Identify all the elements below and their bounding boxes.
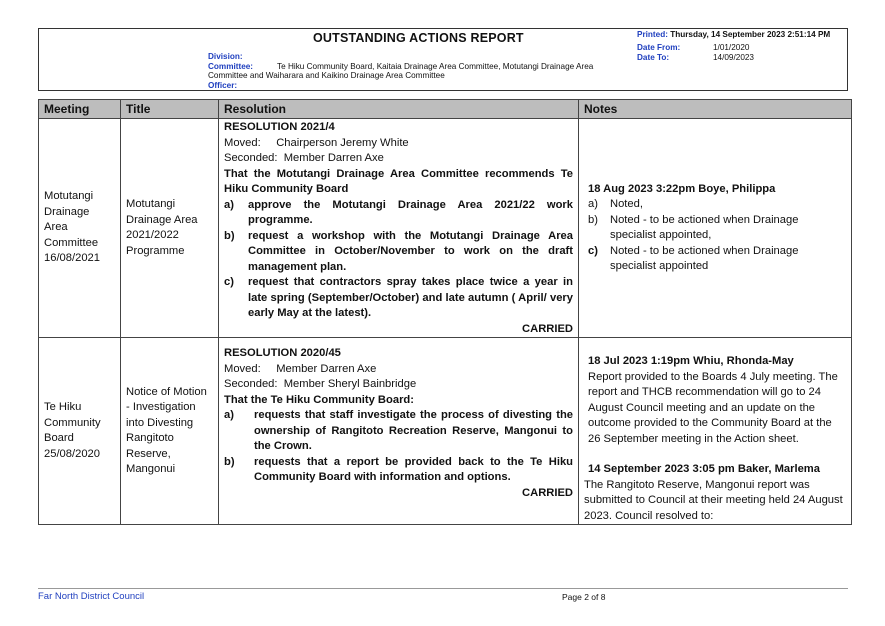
col-header-resolution: Resolution xyxy=(219,100,579,119)
seconded-line: Seconded: Member Sheryl Bainbridge xyxy=(224,378,417,390)
report-title: OUTSTANDING ACTIONS REPORT xyxy=(313,31,524,45)
resolution-item: b) request a workshop with the Motutangi Drainage Area Committee in October/November to work on the draft management plan. xyxy=(224,229,573,273)
resolution-item: b) requests that a report be provided back to the Te Hiku Community Board with information and options. xyxy=(224,455,573,483)
table-row xyxy=(39,119,852,338)
notes-cell xyxy=(579,338,852,525)
division-label: Division: xyxy=(208,52,243,61)
committee-value-cont: Committee and Waiharara and Kaikino Drainage Area Committee xyxy=(208,71,445,81)
date-from-value: 1/01/2020 xyxy=(713,43,750,53)
table-header-row xyxy=(39,100,852,119)
date-to-value: 14/09/2023 xyxy=(713,52,754,62)
report-header xyxy=(38,28,848,91)
note-text: Report provided to the Boards 4 July meeting. The report and THCB recommendation will go to 24 August Council meeting and an update on the outcome provided to the Community Board at the 26 September meeting in the Action sheet. xyxy=(588,370,838,445)
printed-label: Printed: xyxy=(637,30,668,39)
col-header-notes: Notes xyxy=(579,100,852,119)
resolution-heading: RESOLUTION 2020/45 xyxy=(224,347,341,359)
resolution-intro: That the Motutangi Drainage Area Committee recommends Te Hiku Community Board xyxy=(224,167,573,195)
resolution-item: a) approve the Motutangi Drainage Area 2021/22 work programme. xyxy=(224,198,573,226)
date-from-label: Date From: xyxy=(637,43,681,53)
resolution-item: a) requests that staff investigate the process of divesting the ownership of Rangitoto Recreation Reserve, Mangonui to the Crown. xyxy=(224,409,573,452)
col-header-title: Title xyxy=(121,100,219,119)
date-to-label: Date To: xyxy=(637,52,670,62)
title-cell: Notice of Motion - Investigation into Divesting Rangitoto Reserve, Mangonui xyxy=(121,338,219,525)
seconded-line: Seconded: Member Darren Axe xyxy=(224,152,384,164)
col-header-meeting: Meeting xyxy=(39,100,121,119)
printed-value: Thursday, 14 September 2023 2:51:14 PM xyxy=(670,30,831,39)
note-item: b) Noted - to be actioned when Drainage specialist appointed, xyxy=(588,213,799,241)
resolution-intro: That the Te Hiku Community Board: xyxy=(224,393,414,406)
resolution-cell xyxy=(219,338,579,525)
actions-table xyxy=(38,99,852,525)
officer-label: Officer: xyxy=(208,80,238,90)
resolution-cell xyxy=(219,119,579,338)
note-heading: 18 Aug 2023 3:22pm Boye, Philippa xyxy=(588,182,776,195)
header-filters xyxy=(208,52,618,90)
page-number: Page 2 of 8 xyxy=(562,592,606,602)
moved-line: Moved: Member Darren Axe xyxy=(224,362,377,375)
meeting-cell: Motutangi Drainage Area Committee 16/08/2021 xyxy=(39,119,121,338)
footer-divider xyxy=(38,588,848,589)
resolution-item: c) request that contractors spray takes place twice a year in late spring (September/October) and late autumn ( April/ very early May at the latest). xyxy=(224,276,573,319)
meeting-cell: Te Hiku Community Board 25/08/2020 xyxy=(39,338,121,525)
note-heading: 18 Jul 2023 1:19pm Whiu, Rhonda-May xyxy=(588,355,794,367)
title-cell: Motutangi Drainage Area 2021/2022 Programme xyxy=(121,119,219,338)
notes-cell xyxy=(579,119,852,338)
table-row xyxy=(39,338,852,525)
committee-label: Committee: xyxy=(208,61,254,71)
note-item: c) Noted - to be actioned when Drainage specialist appointed xyxy=(588,244,799,272)
header-dates xyxy=(637,30,847,62)
carried-label: CARRIED xyxy=(522,486,573,499)
resolution-heading: RESOLUTION 2021/4 xyxy=(224,121,335,133)
note-text: The Rangitoto Reserve, Mangonui report was submitted to Council at their meeting held 24 August 2023. Council resolved to: xyxy=(584,478,843,522)
carried-label: CARRIED xyxy=(522,322,573,335)
footer-org: Far North District Council xyxy=(38,591,145,602)
moved-line: Moved: Chairperson Jeremy White xyxy=(224,136,409,149)
note-item: a) Noted, xyxy=(588,198,643,210)
committee-value: Te Hiku Community Board, Kaitaia Drainage Area Committee, Motutangi Drainage Area xyxy=(277,61,594,71)
note-heading: 14 September 2023 3:05 pm Baker, Marlema xyxy=(588,463,820,475)
